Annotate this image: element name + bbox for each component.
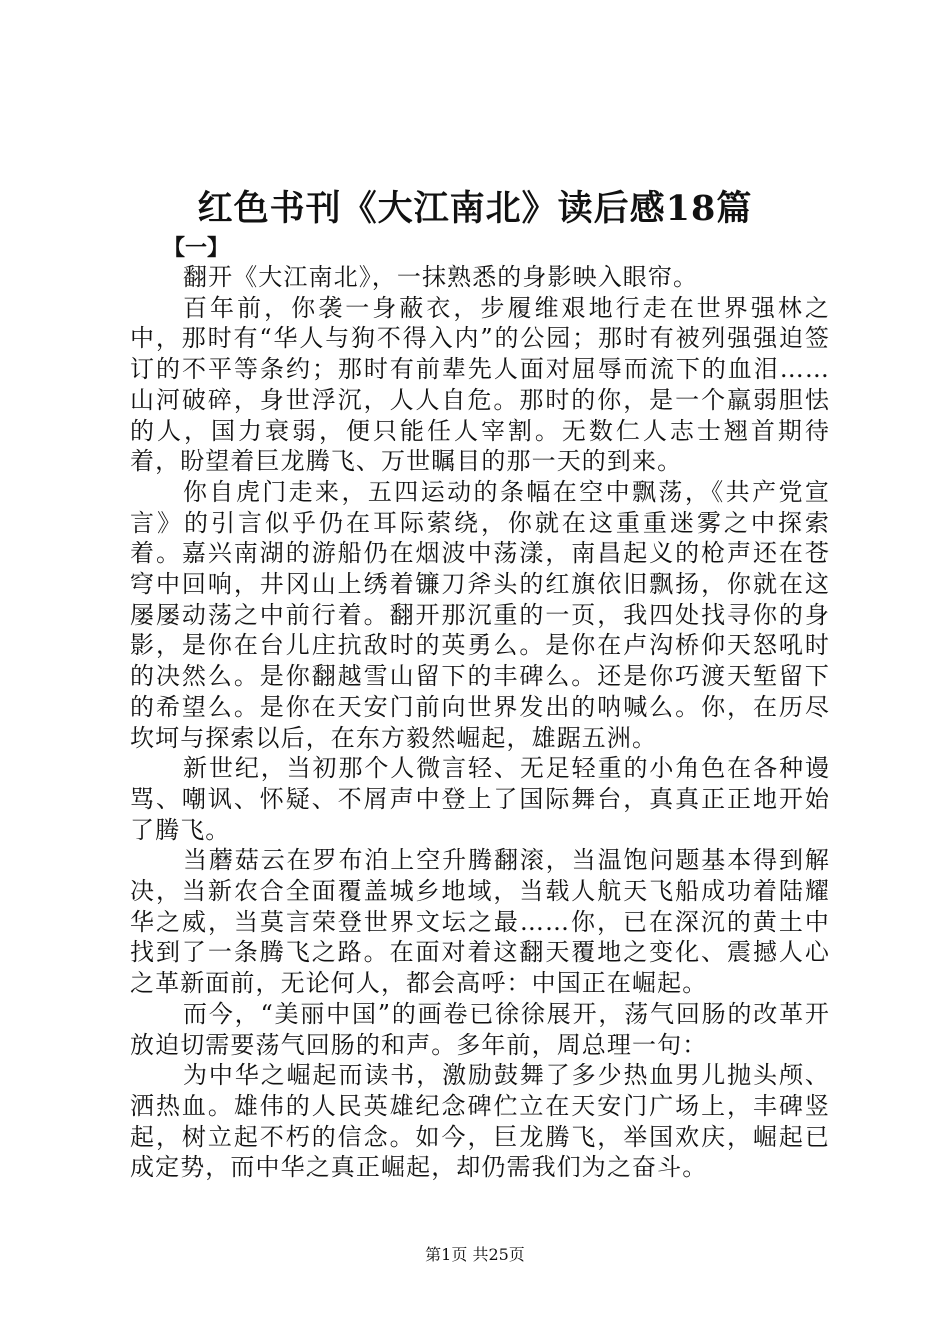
paragraph: 新世纪，当初那个人微言轻、无足轻重的小角色在各种谩骂、嘲讽、怀疑、不屑声中登上了国际舞台，真真正正地开始了腾飞。 — [130, 754, 830, 844]
document-body — [130, 262, 830, 1183]
paragraph: 你自虎门走来，五四运动的条幅在空中飘荡，《共产党宣言》的引言似乎仍在耳际萦绕，你就在这重重迷雾之中探索着。嘉兴南湖的游船仍在烟波中荡漾，南昌起义的枪声还在苍穹中回响，井冈山上绣着镰刀斧头的红旗依旧飘扬，你就在这屡屡动荡之中前行着。翻开那沉重的一页，我四处找寻你的身影，是你在台儿庄抗敌时的英勇么。是你在卢沟桥仰天怒吼时的决然么。是你翻越雪山留下的丰碑么。还是你巧渡天堑留下的希望么。是你在天安门前向世界发出的呐喊么。你，在历尽坎坷与探索以后，在东方毅然崛起，雄踞五洲。 — [130, 477, 830, 752]
paragraph: 翻开《大江南北》，一抹熟悉的身影映入眼帘。 — [183, 263, 699, 291]
page-footer: 第1页 共25页 — [425, 1245, 525, 1264]
paragraph: 百年前，你袭一身蔽衣，步履维艰地行走在世界强林之中，那时有“华人与狗不得入内”的公园；那时有被列强强迫签订的不平等条约；那时有前辈先人面对屈辱而流下的血泪……山河破碎，身世浮沉，人人自危。那时的你，是一个羸弱胆怯的人，国力衰弱，便只能任人宰割。无数仁人志士翘首期待着，盼望着巨龙腾飞、万世瞩目的那一天的到来。 — [130, 293, 830, 476]
document-title: 红色书刊《大江南北》读后感18篇 — [197, 188, 753, 229]
paragraph: 当蘑菇云在罗布泊上空升腾翻滚，当温饱问题基本得到解决，当新农合全面覆盖城乡地域，当载人航天飞船成功着陆耀华之威，当莫言荣登世界文坛之最……你，已在深沉的黄土中找到了一条腾飞之路。在面对着这翻天覆地之变化、震撼人心之革新面前，无论何人，都会高呼：中国正在崛起。 — [130, 846, 830, 998]
paragraph: 而今，“美丽中国”的画卷已徐徐展开，荡气回肠的改革开放迫切需要荡气回肠的和声。多年前，周总理一句： — [130, 999, 830, 1059]
section-label: 【一】 — [163, 235, 230, 261]
paragraph: 为中华之崛起而读书，激励鼓舞了多少热血男儿抛头颅、洒热血。雄伟的人民英雄纪念碑伫立在天安门广场上，丰碑竖起，树立起不朽的信念。如今，巨龙腾飞，举国欢庆，崛起已成定势，而中华之真正崛起，却仍需我们为之奋斗。 — [130, 1061, 830, 1182]
